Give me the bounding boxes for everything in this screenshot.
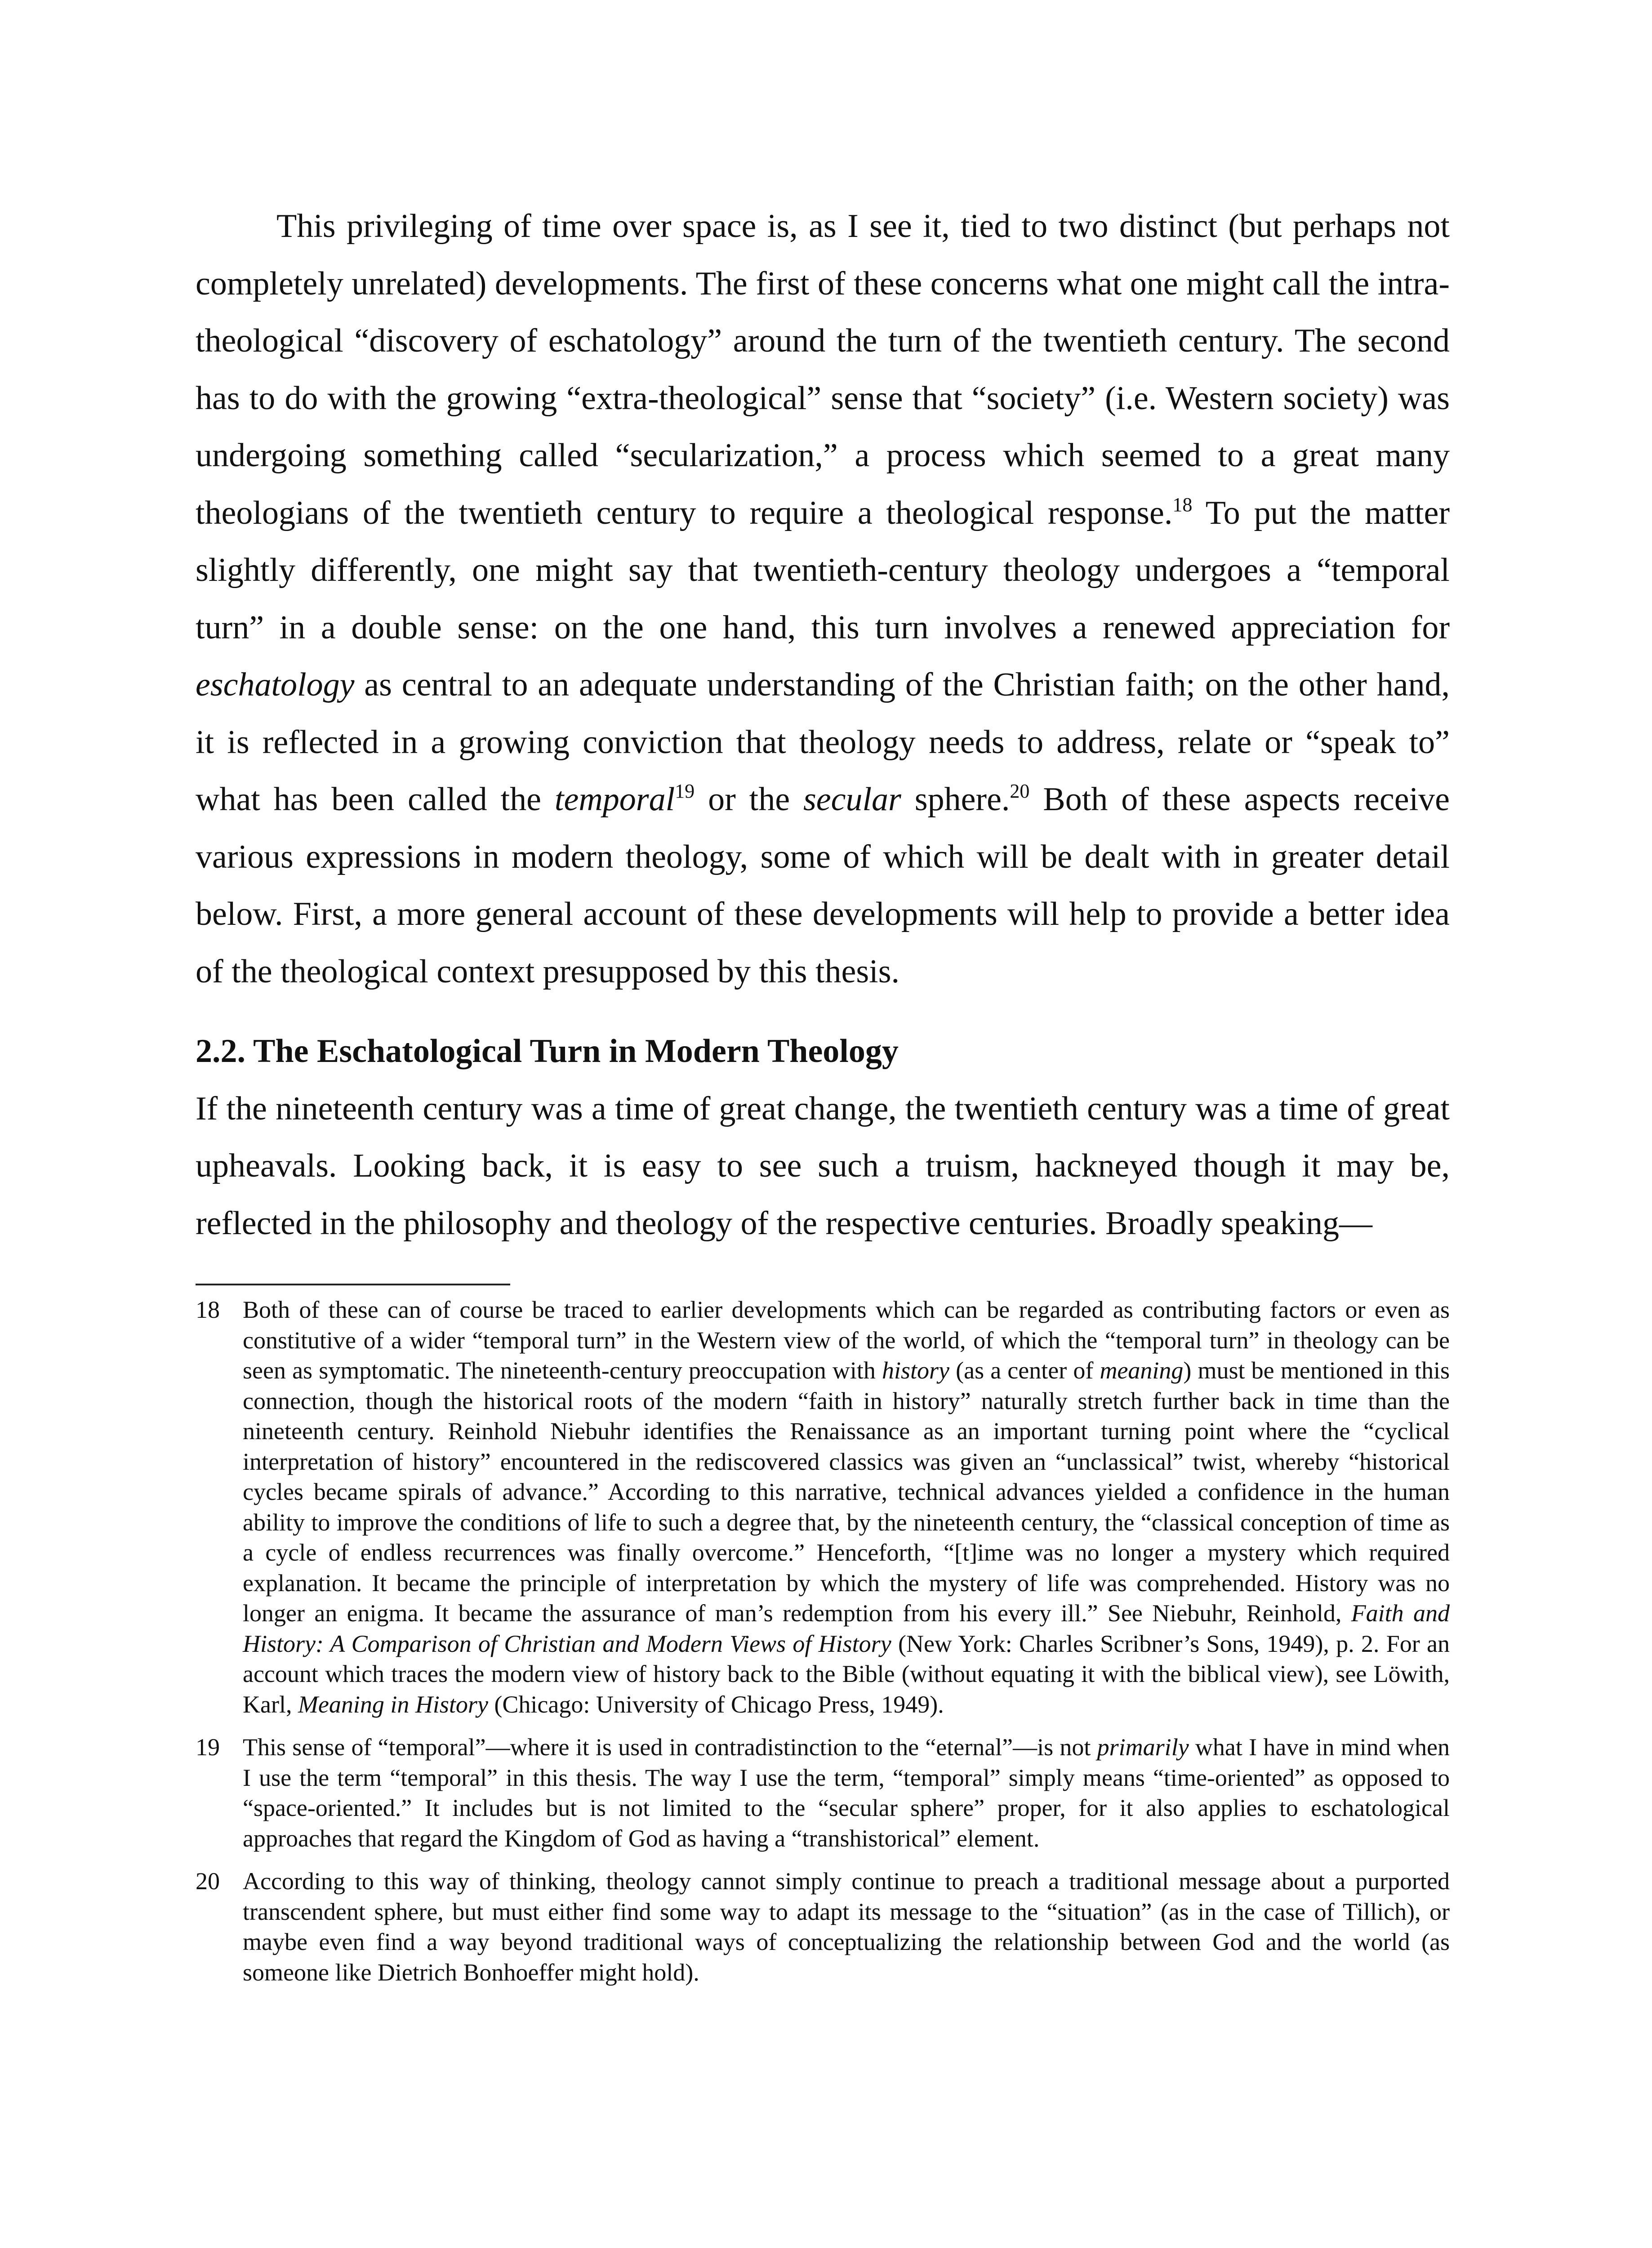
footnote-text: According to this way of thinking, theology cannot simply continue to preach a traditional message about a purported transcendent sphere, but must either find some way to adapt its message to the “situation” (as in the case of Tillich), or maybe even find a way beyond traditional ways of conceptualizing the relationship between God and the world (as someone like Dietrich Bonhoeffer might hold). [243, 1868, 1450, 1986]
footnote-text [243, 1732, 1450, 1854]
emphasis-primarily: primarily [1097, 1734, 1189, 1761]
footnote-19 [196, 1732, 1450, 1854]
emphasis-history: history [882, 1357, 949, 1384]
paragraph-text: To put the matter slightly differently, one might say that twentieth-century theology undergoes a “temporal turn” in a double sense: on the one hand, this turn involves a renewed appreciation for [196, 494, 1450, 646]
footnote-text [243, 1295, 1450, 1720]
footnote-text-run: Both of these can of course be traced to earlier developments which can be regarded as contributing factors or even as constitutive of a wider “temporal turn” in the Western view of the world, of which the “temporal turn” in theology can be seen as symptomatic. The nineteenth-century preoccupation with [243, 1296, 1450, 1384]
footnote-number: 18 [196, 1296, 220, 1323]
footnote-number: 19 [196, 1734, 220, 1761]
emphasis-secular: secular [803, 781, 901, 818]
paragraph-text: as central to an adequate understanding of the Christian faith; on the other hand, it is reflected in a growing conviction that theology needs to address, relate or “speak to” what has been called the [196, 666, 1450, 818]
footnote-text-run: This sense of “temporal”—where it is used in contradistinction to the “eternal”—is not [243, 1734, 1097, 1761]
emphasis-temporal: temporal [554, 781, 675, 818]
footnote-text-run: (New York: Charles Scribner’s Sons, 1949), p. 2. For an account which traces the modern view of history back to the Bible (without equating it with the biblical view), see Löwith, Karl, [243, 1630, 1450, 1718]
footnote-text-run: (Chicago: University of Chicago Press, 1949). [488, 1690, 944, 1718]
citation-title: Faith and History: A Comparison of Christian and Modern Views of History [243, 1600, 1450, 1657]
footnote-ref-18[interactable]: 18 [1172, 493, 1193, 516]
emphasis-eschatology: eschatology [196, 666, 355, 703]
emphasis-meaning: meaning [1100, 1357, 1184, 1384]
section-heading: 2.2. The Eschatological Turn in Modern Theology [196, 1033, 899, 1070]
footnote-text-run: ) must be mentioned in this connection, though the historical roots of the modern “faith in history” naturally stretch further back in time than the nineteenth century. Reinhold Niebuhr identifies the Renaissance as an important turning point where the “cyclical interpretation of history” encountered in the rediscovered classics was given an “unclassical” twist, whereby “historical cycles became spirals of advance.” According to this narrative, technical advances yielded a confidence in the human ability to improve the conditions of life to such a degree that, by the nineteenth century, the “classical conception of time as a cycle of endless recurrences was finally overcome.” Henceforth, “[t]ime was no longer a mystery which required explanation. It became the principle of interpretation by which the mystery of life was comprehended. History was no longer an enigma. It became the assurance of man’s redemption from his every ill.” See Niebuhr, Reinhold, [243, 1357, 1450, 1627]
footnote-text-run: what I have in mind when I use the term “temporal” in this thesis. The way I use the term, “temporal” simply means “time-oriented” as opposed to “space-oriented.” It includes but is not limited to the “secular sphere” proper, for it also applies to eschatological approaches that regard the Kingdom of God as having a “transhistorical” element. [243, 1734, 1450, 1852]
footnote-ref-20[interactable]: 20 [1010, 780, 1030, 802]
footnote-18 [196, 1295, 1450, 1720]
paragraph-text: Both of these aspects receive various expressions in modern theology, some of which will be dealt with in greater detail below. First, a more general account of these developments will help to provide a better idea of the theological context presupposed by this thesis. [196, 781, 1450, 990]
main-text [196, 198, 1450, 1252]
footnote-text-run: (as a center of [949, 1357, 1100, 1384]
paragraph-text: sphere. [901, 781, 1010, 818]
citation-title: Meaning in History [298, 1690, 488, 1718]
footnote-ref-19[interactable]: 19 [675, 780, 695, 802]
paragraph-text: or the [695, 781, 803, 818]
footnote-separator [196, 1284, 510, 1285]
paragraph-text: This privileging of time over space is, as I see it, tied to two distinct (but perhaps not completely unrelated) developments. The first of these concerns what one might call the intra-theological “discovery of eschatology” around the turn of the twentieth century. The second has to do with the growing “extra-theological” sense that “society” (i.e. Western society) was undergoing something called “secularization,” a process which seemed to a great many theologians of the twentieth century to require a theological response. [196, 208, 1450, 531]
footnotes [196, 1295, 1450, 2000]
footnote-number: 20 [196, 1868, 220, 1895]
paragraph-time-over-space [196, 198, 1450, 1000]
footnote-20 [196, 1866, 1450, 1988]
paragraph-nineteenth-century: If the nineteenth century was a time of great change, the twentieth century was a time of great upheavals. Looking back, it is easy to see such a truism, hackneyed though it may be, reflected in the philosophy and theology of the respective centuries. Broadly speaking— [196, 1090, 1450, 1242]
